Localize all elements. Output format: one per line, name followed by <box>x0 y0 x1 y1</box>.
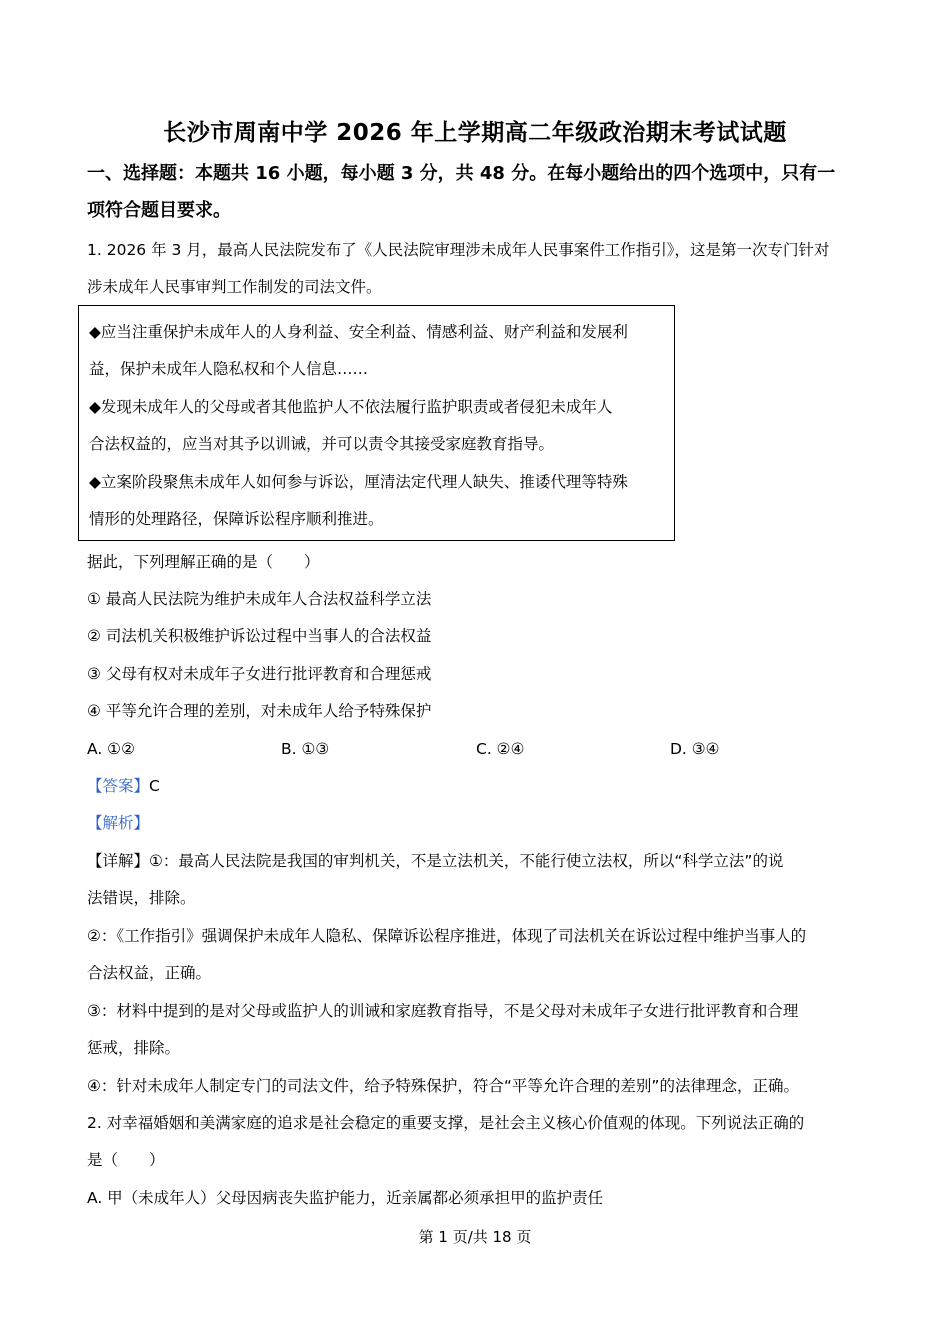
q1-stem-line1: 1. 2026 年 3 月，最高人民法院发布了《人民法院审理涉未成年人民事案件工作指引》，这是第一次专门针对 <box>87 241 830 259</box>
material-line: ◆发现未成年人的父母或者其他监护人不依法履行监护职责或者侵犯未成年人 <box>89 398 613 416</box>
exam-title: 长沙市周南中学 2026 年上学期高二年级政治期末考试试题 <box>163 120 787 146</box>
q2-option-a: A. 甲（未成年人）父母因病丧失监护能力，近亲属都必须承担甲的监护责任 <box>87 1189 604 1207</box>
page-footer: 第 1 页/共 18 页 <box>418 1228 532 1246</box>
q1-detail-line: 惩戒，排除。 <box>87 1039 181 1057</box>
q1-statement-4: ④ 平等允许合理的差别，对未成年人给予特殊保护 <box>87 702 432 720</box>
q1-detail-line: 法错误，排除。 <box>87 889 196 907</box>
q1-option-c: C. ②④ <box>476 740 525 758</box>
section-heading-line1: 一、选择题：本题共 16 小题，每小题 3 分，共 48 分。在每小题给出的四个选项中，只有一 <box>87 163 836 184</box>
q1-answer <box>87 776 160 796</box>
q1-statement-1: ① 最高人民法院为维护未成年人合法权益科学立法 <box>87 590 432 608</box>
answer-value: C <box>149 777 160 795</box>
q1-detail-line: ②：《工作指引》强调保护未成年人隐私、保障诉讼程序推进，体现了司法机关在诉讼过程中维护当事人的 <box>87 927 807 945</box>
q1-detail-line: ③：材料中提到的是对父母或监护人的训诫和家庭教育指导，不是父母对未成年子女进行批评教育和合理 <box>87 1002 799 1020</box>
q1-detail-line: ④：针对未成年人制定专门的司法文件，给予特殊保护，符合“平等允许合理的差别”的法律理念，正确。 <box>87 1077 799 1095</box>
q1-detail-line: 【详解】①：最高人民法院是我国的审判机关，不是立法机关，不能行使立法权，所以“科学立法”的说 <box>87 852 784 870</box>
q1-stem-line2: 涉未成年人民事审判工作制发的司法文件。 <box>87 278 382 296</box>
q1-question: 据此，下列理解正确的是（ ） <box>87 553 320 571</box>
q2-stem-line2: 是（ ） <box>87 1151 165 1169</box>
q1-detail-line: 合法权益，正确。 <box>87 964 212 982</box>
material-box <box>78 305 675 541</box>
section-heading-line2: 项符合题目要求。 <box>87 200 231 221</box>
material-line: 情形的处理路径，保障诉讼程序顺利推进。 <box>89 510 384 528</box>
answer-label: 【答案】 <box>87 777 150 795</box>
q1-analysis-label: 【解析】 <box>87 814 150 832</box>
q1-option-b: B. ①③ <box>281 740 330 758</box>
q1-option-d: D. ③④ <box>670 740 720 758</box>
material-line: ◆应当注重保护未成年人的人身利益、安全利益、情感利益、财产利益和发展利 <box>89 323 628 341</box>
material-line: ◆立案阶段聚焦未成年人如何参与诉讼，厘清法定代理人缺失、推诿代理等特殊 <box>89 473 628 491</box>
material-line: 合法权益的，应当对其予以训诫，并可以责令其接受家庭教育指导。 <box>89 435 555 453</box>
material-line: 益，保护未成年人隐私权和个人信息…… <box>89 360 369 378</box>
q1-statement-3: ③ 父母有权对未成年子女进行批评教育和合理惩戒 <box>87 665 432 683</box>
q2-stem-line1: 2. 对幸福婚姻和美满家庭的追求是社会稳定的重要支撑，是社会主义核心价值观的体现。下列说法正确的 <box>87 1114 805 1132</box>
q1-statement-2: ② 司法机关积极维护诉讼过程中当事人的合法权益 <box>87 627 432 645</box>
q1-option-a: A. ①② <box>87 740 135 758</box>
